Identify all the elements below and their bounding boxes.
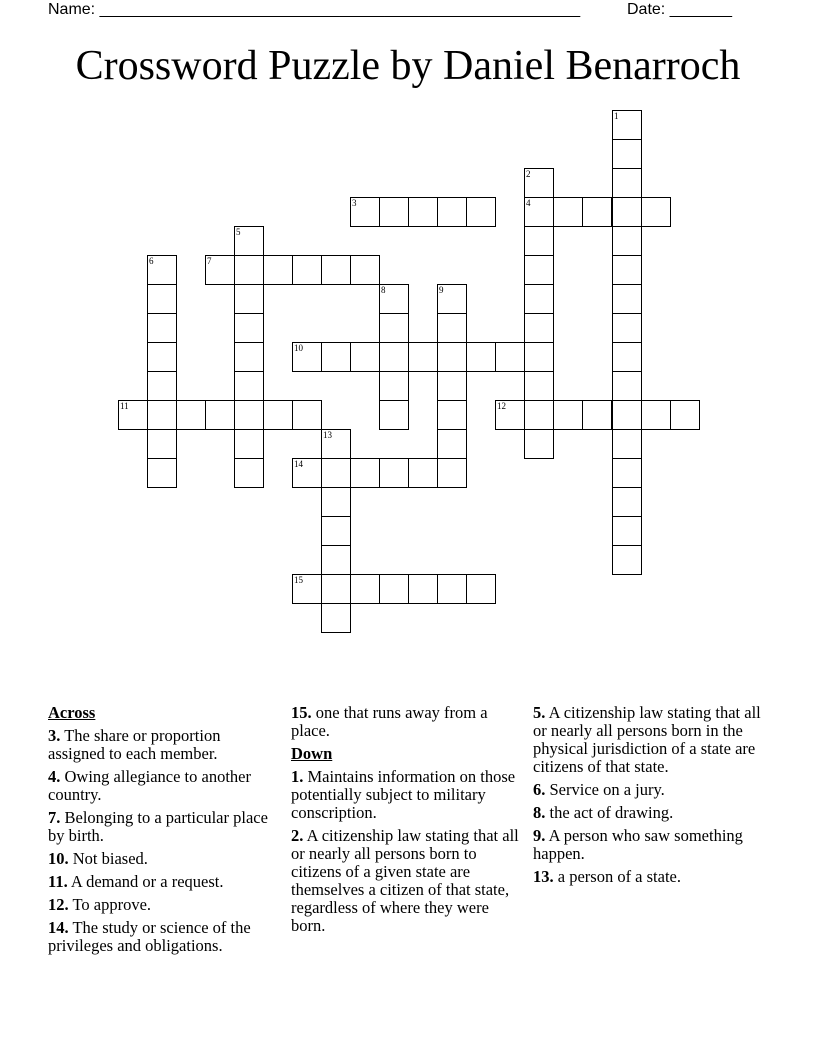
grid-cell[interactable]	[466, 342, 496, 372]
clue-text: Belonging to a particular place by birth.	[48, 808, 268, 845]
grid-cell[interactable]	[524, 429, 554, 459]
clue-number: 9.	[533, 826, 546, 845]
down-heading: Down	[291, 744, 333, 763]
clue-text: one that runs away from a place.	[291, 703, 488, 740]
grid-cell-2[interactable]	[524, 168, 554, 198]
clue-number: 14.	[48, 918, 69, 937]
grid-cell[interactable]	[495, 342, 525, 372]
grid-cell[interactable]	[321, 487, 351, 517]
grid-cell-5[interactable]	[234, 226, 264, 256]
grid-cell[interactable]	[641, 197, 671, 227]
grid-cell[interactable]	[321, 342, 351, 372]
grid-cell[interactable]	[321, 603, 351, 633]
grid-cell[interactable]	[612, 313, 642, 343]
grid-cell[interactable]	[321, 516, 351, 546]
grid-cell[interactable]	[379, 313, 409, 343]
clue-number: 5.	[533, 703, 546, 722]
grid-cell[interactable]	[234, 255, 264, 285]
clue-text: Service on a jury.	[545, 780, 665, 799]
cell-number: 5	[236, 227, 241, 237]
grid-cell[interactable]	[524, 226, 554, 256]
grid-cell[interactable]	[379, 400, 409, 430]
clue-number: 11.	[48, 872, 68, 891]
grid-cell[interactable]	[408, 458, 438, 488]
clue-number: 10.	[48, 849, 69, 868]
grid-cell[interactable]	[321, 458, 351, 488]
clue-text: Not biased.	[68, 849, 148, 868]
header-line	[48, 0, 748, 20]
grid-cell[interactable]	[234, 313, 264, 343]
grid-cell-14[interactable]	[292, 458, 322, 488]
grid-cell[interactable]	[524, 342, 554, 372]
grid-cell-4[interactable]	[524, 197, 554, 227]
grid-cell[interactable]	[292, 255, 322, 285]
grid-cell-6[interactable]	[147, 255, 177, 285]
grid-cell[interactable]	[234, 284, 264, 314]
grid-cell[interactable]	[582, 197, 612, 227]
across-clue-3	[48, 727, 280, 763]
clue-text: To approve.	[68, 895, 152, 914]
down-clue-8	[533, 804, 765, 822]
grid-cell[interactable]	[612, 226, 642, 256]
grid-cell[interactable]	[437, 400, 467, 430]
grid-cell[interactable]	[641, 400, 671, 430]
grid-cell[interactable]	[612, 197, 642, 227]
grid-cell[interactable]	[524, 255, 554, 285]
grid-cell[interactable]	[612, 139, 642, 169]
grid-cell[interactable]	[234, 429, 264, 459]
grid-cell[interactable]	[147, 284, 177, 314]
cell-number: 1	[614, 111, 619, 121]
across-clue-15	[291, 704, 523, 740]
grid-cell-8[interactable]	[379, 284, 409, 314]
grid-cell-13[interactable]	[321, 429, 351, 459]
clue-number: 4.	[48, 767, 61, 786]
grid-cell[interactable]	[612, 487, 642, 517]
grid-cell[interactable]	[321, 545, 351, 575]
cell-number: 4	[526, 198, 531, 208]
cell-number: 14	[294, 459, 303, 469]
grid-cell[interactable]	[176, 400, 206, 430]
grid-cell-15[interactable]	[292, 574, 322, 604]
grid-cell[interactable]	[437, 197, 467, 227]
grid-cell[interactable]	[350, 574, 380, 604]
grid-cell[interactable]	[147, 313, 177, 343]
cell-number: 8	[381, 285, 386, 295]
clue-text: A citizenship law stating that all or nearly all persons born to citizens of a given state are themselves a citizen of that state, regardless of where they were born.	[291, 826, 519, 935]
grid-cell[interactable]	[263, 255, 293, 285]
down-clue-2	[291, 827, 523, 935]
grid-cell[interactable]	[437, 313, 467, 343]
grid-cell[interactable]	[612, 255, 642, 285]
grid-cell[interactable]	[612, 284, 642, 314]
grid-cell[interactable]	[582, 400, 612, 430]
grid-cell-11[interactable]	[118, 400, 148, 430]
grid-cell-10[interactable]	[292, 342, 322, 372]
grid-cell[interactable]	[379, 342, 409, 372]
grid-cell[interactable]	[466, 197, 496, 227]
grid-cell[interactable]	[321, 574, 351, 604]
across-clue-12	[48, 896, 280, 914]
grid-cell[interactable]	[379, 371, 409, 401]
clue-text: The share or proportion assigned to each member.	[48, 726, 221, 763]
grid-cell[interactable]	[437, 342, 467, 372]
grid-cell[interactable]	[147, 400, 177, 430]
down-clue-9	[533, 827, 765, 863]
cell-number: 7	[207, 256, 212, 266]
page-title: Crossword Puzzle by Daniel Benarroch	[75, 43, 741, 89]
clue-number: 13.	[533, 867, 554, 886]
clue-column-3	[533, 704, 765, 891]
grid-cell[interactable]	[437, 458, 467, 488]
grid-cell[interactable]	[466, 574, 496, 604]
cell-number: 10	[294, 343, 303, 353]
cell-number: 9	[439, 285, 444, 295]
grid-cell[interactable]	[292, 400, 322, 430]
across-clue-10	[48, 850, 280, 868]
grid-cell[interactable]	[350, 342, 380, 372]
grid-cell-12[interactable]	[495, 400, 525, 430]
grid-cell-9[interactable]	[437, 284, 467, 314]
clue-text: the act of drawing.	[545, 803, 674, 822]
cell-number: 2	[526, 169, 531, 179]
grid-cell[interactable]	[612, 342, 642, 372]
grid-cell[interactable]	[147, 429, 177, 459]
clue-number: 15.	[291, 703, 312, 722]
grid-cell[interactable]	[147, 371, 177, 401]
down-clue-5	[533, 704, 765, 776]
grid-cell[interactable]	[321, 255, 351, 285]
grid-cell[interactable]	[437, 371, 467, 401]
name-field[interactable]: Name: ______________________________________________________	[48, 1, 581, 18]
clue-number: 7.	[48, 808, 61, 827]
clue-number: 12.	[48, 895, 69, 914]
across-clue-11	[48, 873, 280, 891]
across-heading: Across	[48, 703, 96, 722]
grid-cell[interactable]	[263, 400, 293, 430]
grid-cell[interactable]	[234, 371, 264, 401]
cell-number: 11	[120, 401, 129, 411]
grid-cell[interactable]	[234, 342, 264, 372]
down-clue-6	[533, 781, 765, 799]
grid-cell[interactable]	[408, 342, 438, 372]
grid-cell[interactable]	[612, 516, 642, 546]
grid-cell-7[interactable]	[205, 255, 235, 285]
across-clue-14	[48, 919, 280, 955]
clue-number: 6.	[533, 780, 546, 799]
clue-column-1	[48, 704, 280, 960]
grid-cell-3[interactable]	[350, 197, 380, 227]
grid-cell[interactable]	[437, 429, 467, 459]
grid-cell[interactable]	[379, 197, 409, 227]
grid-cell[interactable]	[205, 400, 235, 430]
grid-cell[interactable]	[524, 313, 554, 343]
grid-cell[interactable]	[524, 400, 554, 430]
grid-cell[interactable]	[612, 168, 642, 198]
clue-text: A citizenship law stating that all or nearly all persons born in the physical jurisdiction of a state are citizens of that state.	[533, 703, 761, 776]
clue-number: 1.	[291, 767, 304, 786]
cell-number: 12	[497, 401, 506, 411]
clue-text: A person who saw something happen.	[533, 826, 743, 863]
cell-number: 15	[294, 575, 303, 585]
grid-cell[interactable]	[350, 458, 380, 488]
grid-cell[interactable]	[350, 255, 380, 285]
date-field[interactable]: Date: _______	[627, 1, 732, 18]
clue-text: A demand or a request.	[67, 872, 224, 891]
grid-cell[interactable]	[553, 400, 583, 430]
clue-text: a person of a state.	[553, 867, 681, 886]
grid-cell[interactable]	[670, 400, 700, 430]
cell-number: 3	[352, 198, 357, 208]
down-clue-1	[291, 768, 523, 822]
grid-cell[interactable]	[408, 197, 438, 227]
cell-number: 6	[149, 256, 154, 266]
grid-cell[interactable]	[524, 371, 554, 401]
across-clue-4	[48, 768, 280, 804]
grid-cell[interactable]	[379, 458, 409, 488]
grid-cell[interactable]	[612, 545, 642, 575]
grid-cell[interactable]	[612, 371, 642, 401]
across-clue-7	[48, 809, 280, 845]
clue-text: Maintains information on those potentially subject to military conscription.	[291, 767, 516, 822]
cell-number: 13	[323, 430, 332, 440]
grid-cell[interactable]	[553, 197, 583, 227]
grid-cell[interactable]	[408, 574, 438, 604]
grid-cell[interactable]	[147, 342, 177, 372]
clue-number: 3.	[48, 726, 61, 745]
clue-number: 8.	[533, 803, 546, 822]
grid-cell[interactable]	[612, 429, 642, 459]
grid-cell[interactable]	[612, 458, 642, 488]
down-clue-13	[533, 868, 765, 886]
clue-number: 2.	[291, 826, 304, 845]
grid-cell[interactable]	[524, 284, 554, 314]
clue-text: Owing allegiance to another country.	[48, 767, 251, 804]
grid-cell[interactable]	[612, 400, 642, 430]
grid-cell-1[interactable]	[612, 110, 642, 140]
grid-cell[interactable]	[147, 458, 177, 488]
grid-cell[interactable]	[379, 574, 409, 604]
grid-cell[interactable]	[234, 400, 264, 430]
grid-cell[interactable]	[437, 574, 467, 604]
clue-column-2	[291, 704, 523, 940]
clue-text: The study or science of the privileges and obligations.	[48, 918, 251, 955]
grid-cell[interactable]	[234, 458, 264, 488]
